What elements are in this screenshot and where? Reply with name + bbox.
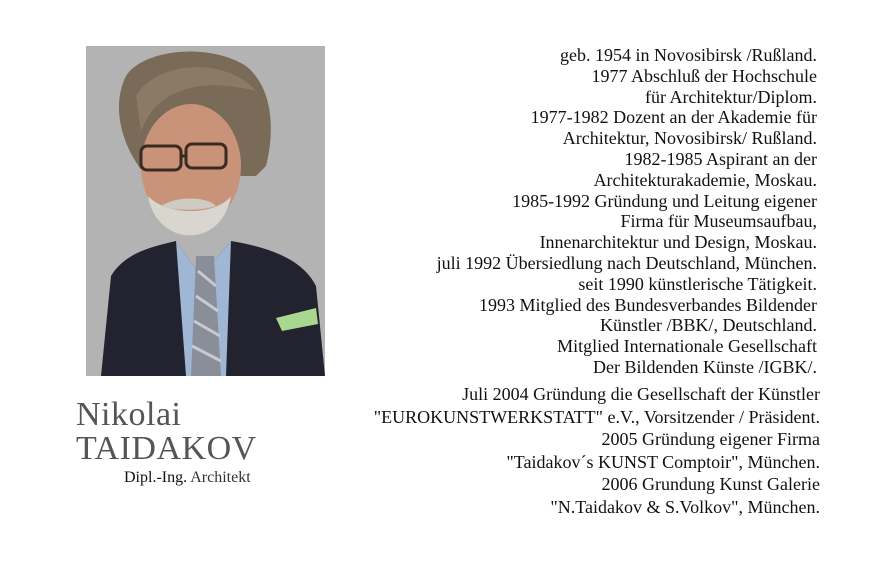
bio-line: Firma für Museumsaufbau,: [620, 211, 817, 232]
biography-block-1: [437, 45, 817, 378]
first-name: Nikolai: [76, 396, 182, 433]
last-name: TAIDAKOV: [76, 430, 257, 467]
bio-line: 1977-1982 Dozent an der Akademie für: [530, 107, 817, 128]
bio-line: juli 1992 Übersiedlung nach Deutschland, München.: [436, 252, 817, 273]
bio-line: Mitglied Internationale Gesellschaft: [557, 336, 817, 357]
bio-line: Innenarchitektur und Design, Moskau.: [539, 232, 817, 253]
bio-line: "Taidakov´s KUNST Comptoir", München.: [506, 451, 820, 472]
bio-line: "EUROKUNSTWERKSTATT" e.V., Vorsitzender / Präsident.: [373, 406, 820, 427]
bio-line: Architektur, Novosibirsk/ Rußland.: [562, 128, 817, 149]
bio-line: geb. 1954 in Novosibirsk /Rußland.: [560, 45, 817, 65]
biography-block-2: [374, 383, 820, 519]
bio-line: 2005 Gründung eigener Firma: [601, 429, 820, 450]
profession-label: Architekt: [190, 469, 251, 486]
degree-label: Dipl.-Ing.: [124, 469, 188, 486]
bio-line: 1977 Abschluß der Hochschule: [591, 65, 817, 86]
bio-line: 2006 Grundung Kunst Galerie: [601, 474, 820, 495]
bio-line: Künstler /BBK/, Deutschland.: [600, 315, 817, 336]
bio-line: Juli 2004 Gründung die Gesellschaft der Künstler: [462, 384, 820, 404]
portrait-photo: [86, 46, 325, 376]
bio-line: 1985-1992 Gründung und Leitung eigener: [512, 190, 817, 211]
portrait-illustration: [86, 46, 325, 376]
bio-line: 1982-1985 Aspirant an der: [624, 148, 817, 169]
professional-title: [124, 469, 251, 487]
bio-line: 1993 Mitglied des Bundesverbandes Bildender: [479, 294, 817, 315]
bio-line: Der Bildenden Künste /IGBK/.: [593, 356, 817, 377]
bio-line: für Architektur/Diplom.: [645, 86, 817, 107]
bio-line: seit 1990 künstlerische Tätigkeit.: [578, 273, 817, 294]
name-block: [76, 398, 306, 466]
bio-line: Architekturakademie, Moskau.: [593, 169, 817, 190]
bio-line: "N.Taidakov & S.Volkov", München.: [550, 496, 820, 517]
